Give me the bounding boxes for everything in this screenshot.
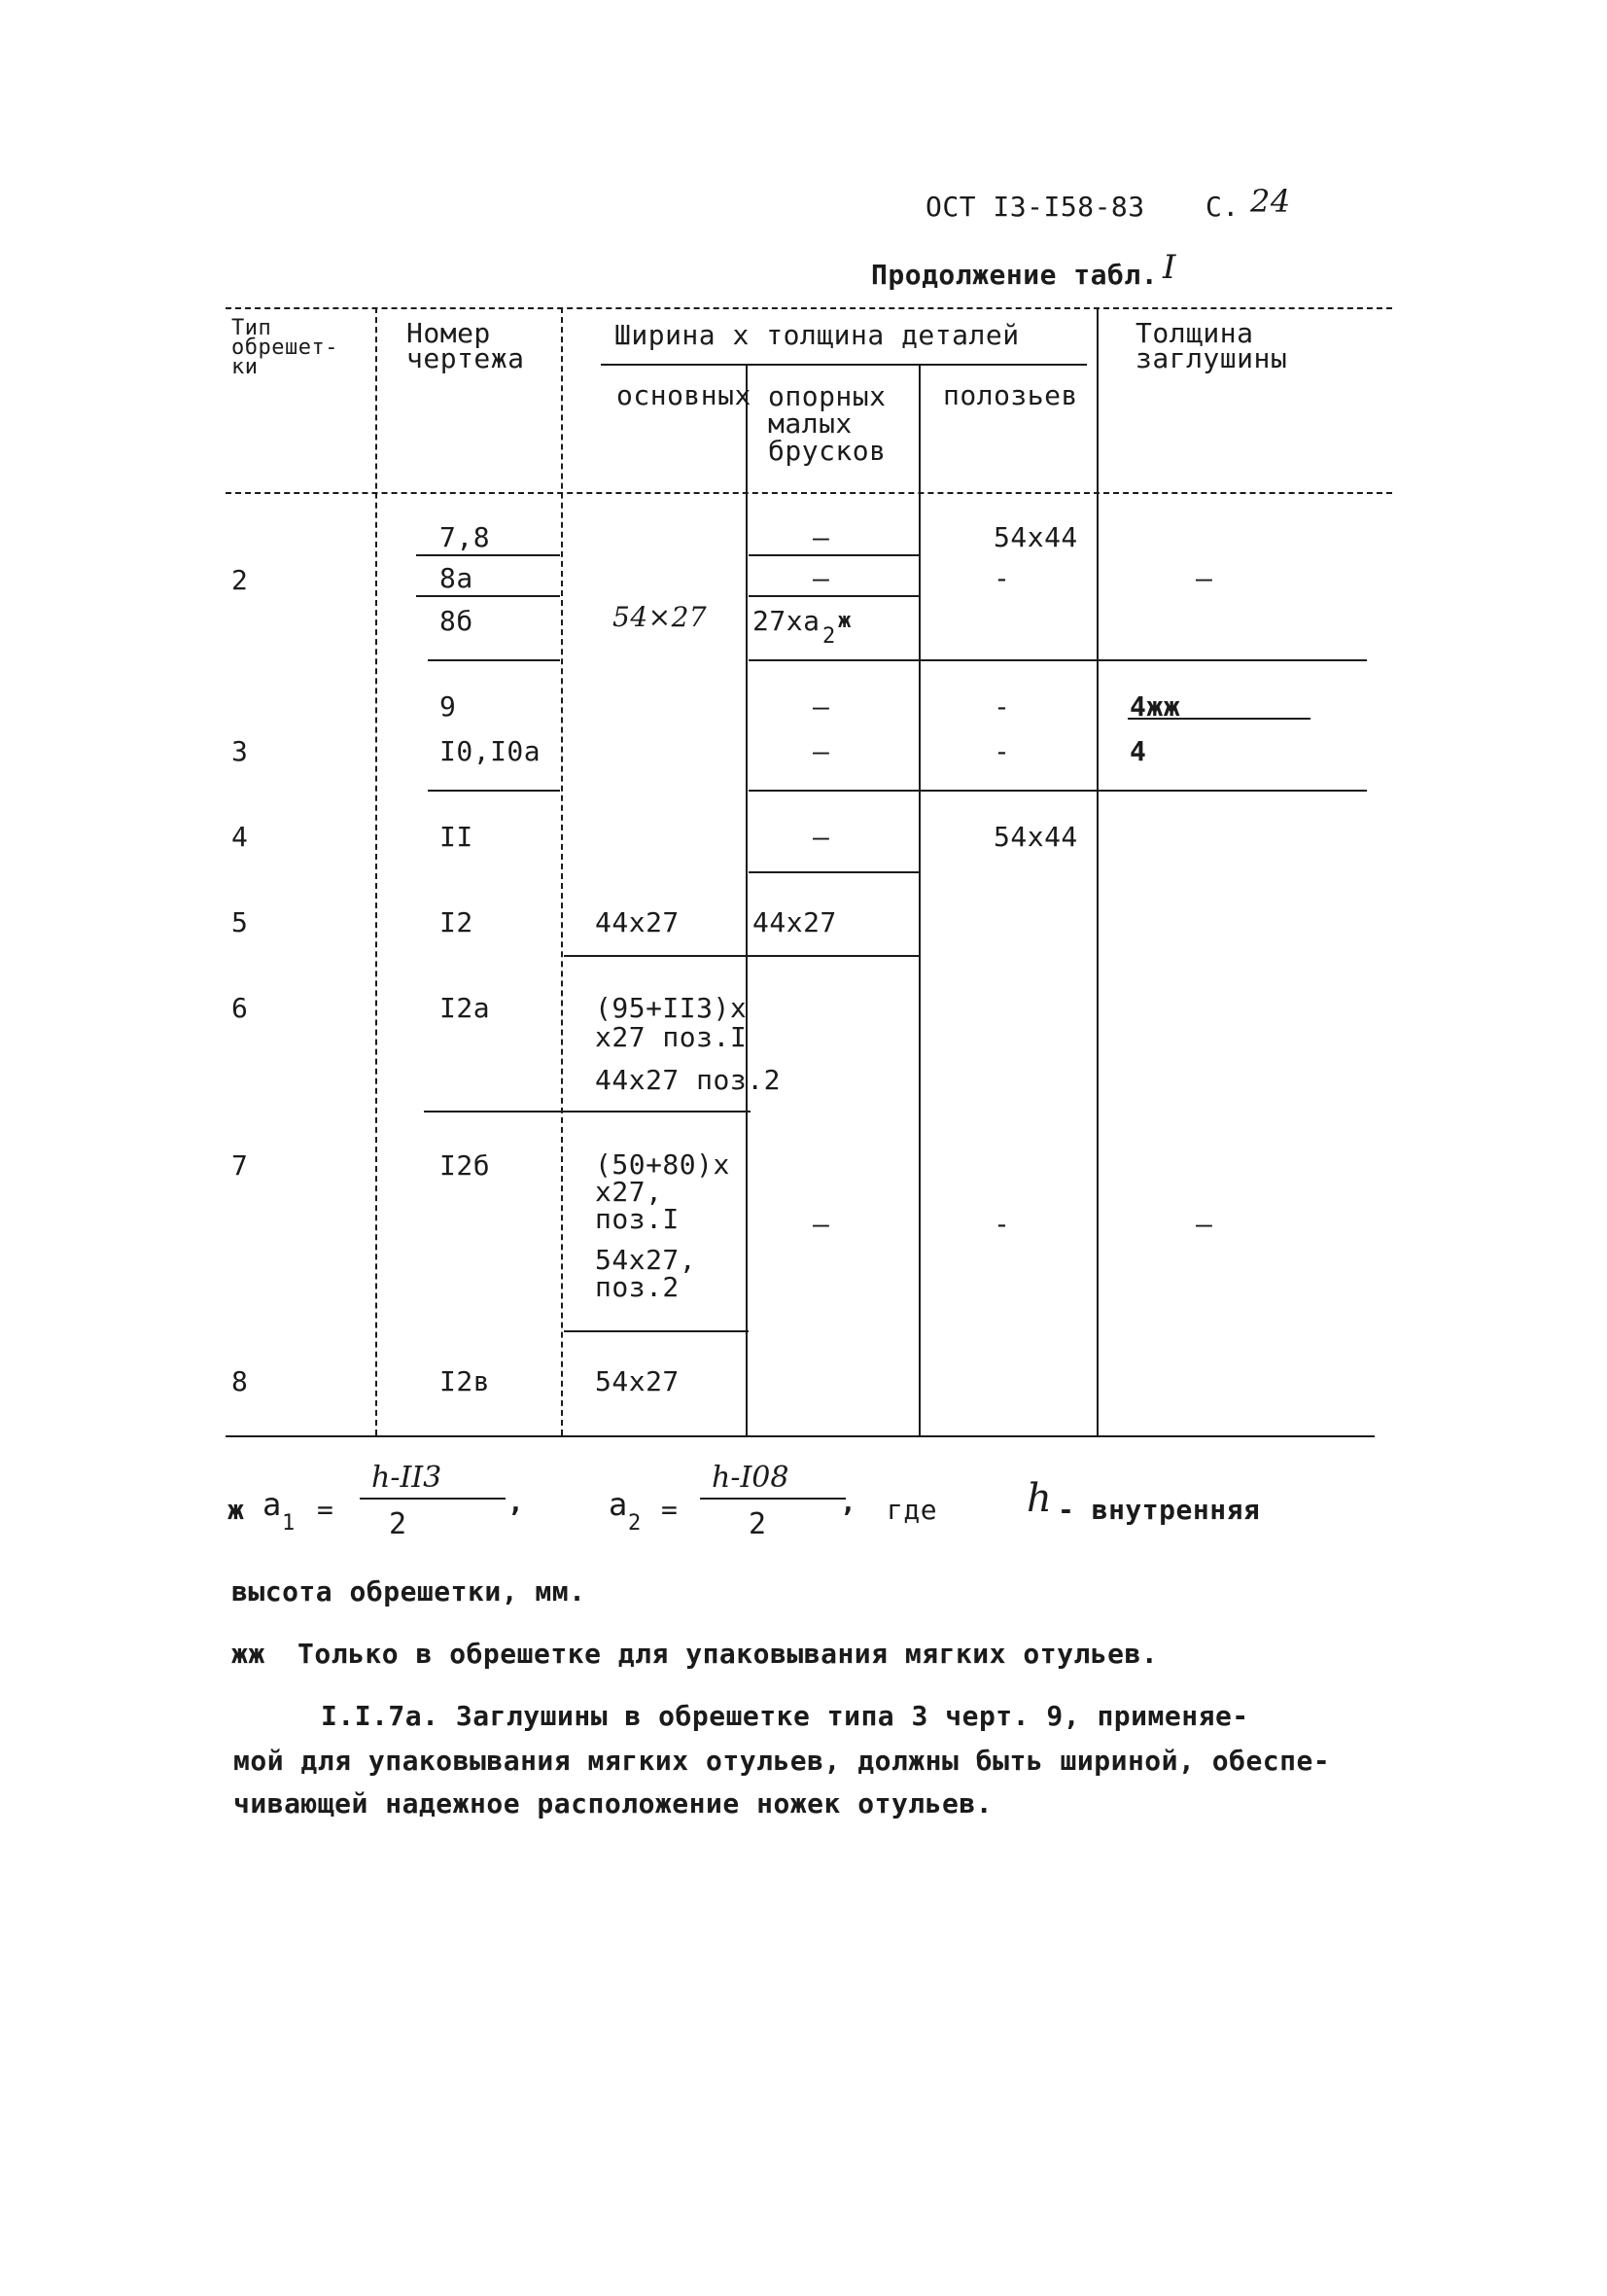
sub-header-main: основных — [616, 379, 751, 411]
col-header-drawing: Номер чертежа — [406, 317, 525, 374]
drawing-cell: 8а — [439, 562, 473, 594]
formula-comma-1: , — [507, 1486, 525, 1518]
support-cell: — — [813, 690, 830, 723]
runners-cell: - — [994, 735, 1011, 767]
formula-a1: а — [262, 1486, 282, 1523]
drawing-cell: II — [439, 821, 473, 853]
fraction-2 — [700, 1461, 846, 1558]
row-rule — [564, 955, 920, 957]
sub-header-support: опорных малых брусков — [768, 380, 887, 467]
plug-cell: — — [1196, 562, 1213, 594]
support-cell: 44х27 — [752, 906, 837, 938]
row-rule — [564, 1330, 749, 1332]
main-cell: (95+II3)х х27 поз.I — [595, 992, 748, 1053]
row-rule — [749, 790, 1367, 792]
main-cell: 54х27, поз.2 — [595, 1244, 697, 1303]
row-rule — [749, 595, 920, 597]
col-header-width-thickness: Ширина х толщина деталей — [614, 319, 1020, 351]
row-rule — [749, 554, 920, 556]
support-cell: — — [813, 562, 830, 594]
support-cell: — — [813, 1208, 830, 1240]
type-cell: 7 — [231, 1149, 249, 1182]
formula-h: h — [1027, 1476, 1053, 1521]
col-rule-4 — [919, 364, 921, 1435]
plug-cell: 4жж — [1130, 690, 1181, 723]
drawing-cell: 7,8 — [439, 521, 491, 553]
runners-cell: 54х44 — [994, 821, 1078, 853]
drawing-cell: I2б — [439, 1149, 491, 1182]
footnote-2-text: Только в обрешетке для упаковывания мягких отульев. — [297, 1638, 1159, 1670]
fraction-1-denominator: 2 — [389, 1507, 407, 1541]
row-rule — [749, 659, 1367, 661]
row-rule — [416, 595, 560, 597]
formula-description: - внутренняя — [1058, 1494, 1261, 1526]
type-cell: 3 — [231, 735, 249, 767]
drawing-cell: I2 — [439, 906, 473, 938]
formula-a2: а — [609, 1486, 628, 1523]
plug-cell: 4 — [1130, 735, 1147, 767]
col-rule-3 — [746, 364, 748, 1435]
fraction-1-bar — [360, 1498, 506, 1500]
drawing-cell: I2а — [439, 992, 491, 1024]
page-number: 24 — [1250, 183, 1291, 220]
main-cell: 44х27 — [595, 906, 680, 938]
runners-cell: - — [994, 1208, 1011, 1240]
col-rule-5 — [1097, 307, 1099, 1435]
drawing-cell: I0,I0а — [439, 735, 541, 767]
type-cell: 2 — [231, 564, 249, 596]
table-continuation: Продолжение табл. — [871, 259, 1159, 291]
support-cell: — — [813, 735, 830, 767]
group-header-rule — [601, 364, 1087, 366]
main-cell: (50+80)х х27, поз.I — [595, 1148, 730, 1235]
type-cell: 8 — [231, 1365, 249, 1397]
table-top-rule — [226, 307, 1392, 309]
col-header-plug-thickness: Толщина заглушины — [1135, 317, 1288, 374]
formula-description-cont: высота обрешетки, мм. — [231, 1575, 586, 1607]
formula-a1-subscript: 1 — [282, 1511, 296, 1536]
support-cell: — — [813, 821, 830, 853]
main-cell: 54×27 — [612, 601, 708, 633]
main-cell: 44х27 поз.2 — [595, 1064, 781, 1096]
support-cell: 27ха — [752, 605, 821, 637]
type-cell: 6 — [231, 992, 249, 1024]
row-rule — [749, 871, 920, 873]
paragraph-line: чивающей надежное расположение ножек отульев. — [233, 1787, 994, 1819]
formula-comma-2: , — [840, 1486, 857, 1518]
type-cell: 5 — [231, 906, 249, 938]
type-cell: 4 — [231, 821, 249, 853]
support-cell-subscript: 2 — [822, 624, 836, 649]
row-rule — [424, 1111, 751, 1113]
footnote-2-mark: жж — [231, 1638, 265, 1670]
formula-eq-2: = — [661, 1494, 679, 1526]
drawing-cell: 9 — [439, 690, 457, 723]
drawing-cell: 8б — [439, 605, 473, 637]
page-prefix: С. — [1205, 191, 1240, 223]
sub-header-runners: полозьев — [943, 379, 1078, 411]
paragraph-line: I.I.7а. Заглушины в обрешетке типа 3 черт. 9, применяе- — [321, 1700, 1249, 1732]
formula-eq-1: = — [317, 1494, 334, 1526]
row-rule — [428, 790, 560, 792]
fraction-2-numerator: h-I08 — [712, 1461, 789, 1495]
fraction-1 — [360, 1461, 506, 1558]
runners-cell: 54х44 — [994, 521, 1078, 553]
plug-cell: — — [1196, 1208, 1213, 1240]
col-header-type: Тип обрешет- ки — [231, 316, 338, 379]
main-cell: 54х27 — [595, 1365, 680, 1397]
row-rule — [428, 659, 560, 661]
fraction-1-numerator: h-II3 — [371, 1461, 442, 1495]
fraction-2-bar — [700, 1498, 846, 1500]
col-rule-1 — [375, 307, 377, 1435]
runners-cell: - — [994, 562, 1011, 594]
header-bottom-rule — [226, 492, 1392, 494]
table-number: I — [1163, 248, 1176, 287]
footnote-1-mark: ж — [227, 1494, 245, 1526]
support-cell: — — [813, 521, 830, 553]
formula-a2-subscript: 2 — [628, 1511, 642, 1536]
standard-code: ОСТ I3-I58-83 — [926, 191, 1145, 223]
row-rule — [416, 554, 560, 556]
support-cell-mark: ж — [838, 609, 852, 633]
paragraph-line: мой для упаковывания мягких отульев, должны быть шириной, обеспе- — [233, 1745, 1331, 1777]
col-rule-2 — [561, 307, 563, 1435]
fraction-2-denominator: 2 — [749, 1507, 767, 1541]
drawing-cell: I2в — [439, 1365, 491, 1397]
table-bottom-rule — [226, 1435, 1375, 1437]
formula-where: где — [887, 1494, 938, 1526]
runners-cell: - — [994, 690, 1011, 723]
